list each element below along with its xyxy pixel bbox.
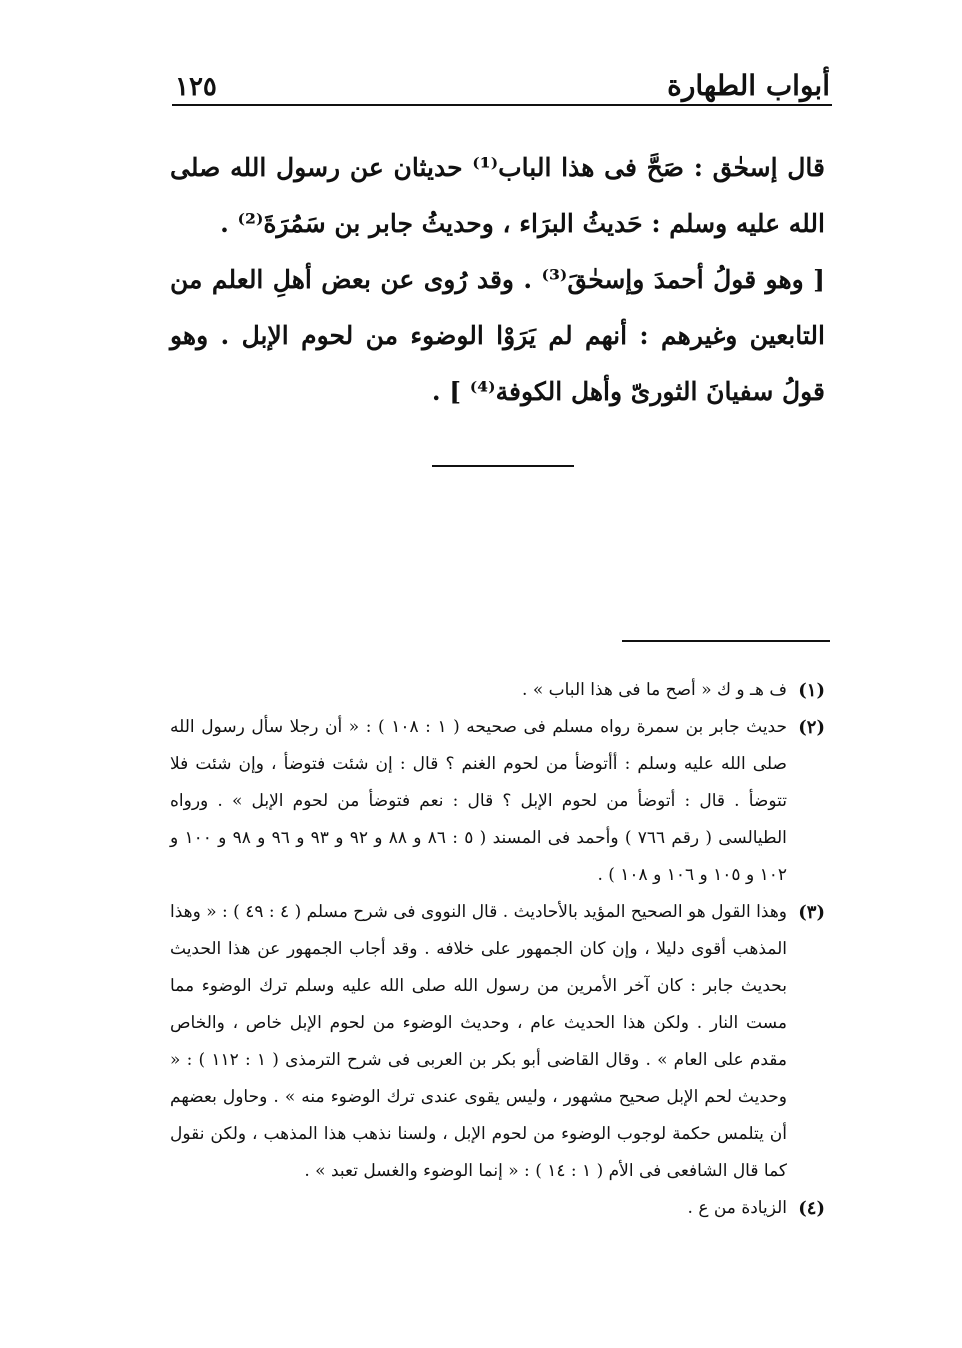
footnote-number: (٣) bbox=[798, 902, 825, 923]
footnote-4 bbox=[170, 1190, 825, 1227]
footnote-number: (١) bbox=[798, 680, 825, 701]
running-title: أبواب الطهارة bbox=[667, 69, 830, 102]
footnote-2 bbox=[170, 709, 825, 894]
footnote-3 bbox=[170, 894, 825, 1190]
footnote-text: الزيادة من ع . bbox=[687, 1198, 787, 1218]
footnote-number: (٢) bbox=[798, 717, 825, 738]
footnote-number: (٤) bbox=[798, 1198, 825, 1219]
page-number: ١٢٥ bbox=[175, 72, 217, 102]
main-text bbox=[170, 140, 825, 420]
footnote-1 bbox=[170, 672, 825, 709]
footnote-text: ف هـ و ك « أصح ما فى هذا الباب » . bbox=[522, 680, 787, 700]
main-paragraph-2: [ وهو قولُ أحمدَ وإسحٰقَ⁽³⁾ . وقد رُوى عن بعض أهلِ العلم من التابعين وغيرهم : أنهم لم يَرَوْا الوضوء من لحوم الإبل . وهو قولُ سفيانَ الثورىّ وأهل الكوفة⁽⁴⁾ ] . bbox=[170, 265, 825, 406]
main-paragraph-1: قال إسحٰق : صَحَّ فى هذا الباب⁽¹⁾ حديثان عن رسول الله صلى الله عليه وسلم : حَديثُ البرَاء ، وحديثُ جابر بن سَمُرَةَ⁽²⁾ . bbox=[170, 153, 825, 238]
footnote-divider bbox=[622, 640, 830, 642]
footnote-text: حديث جابر بن سمرة رواه مسلم فى صحيحه ( ١ : ١٠٨ ) : « أن رجلا سأل رسول الله صلى الله عليه وسلم : أأتوضأ من لحوم الغنم ؟ قال : إن شئت فتوضأ ، وإن شئت فلا تتوضأ . قال : أتوضأ من لحوم الإبل ؟ قال : نعم فتوضأ من لحوم الإبل » . ورواه الطيالسى ( رقم ٧٦٦ ) وأحمد فى المسند ( ٥ : ٨٦ و ٨٨ و ٩٢ و ٩٣ و ٩٦ و ٩٨ و ١٠٠ و ١٠٢ و ١٠٥ و ١٠٦ و ١٠٨ ) . bbox=[170, 717, 787, 885]
footnote-text: وهذا القول هو الصحيح المؤيد بالأحاديث . قال النووى فى شرح مسلم ( ٤ : ٤٩ ) : « وهذا المذهب أقوى دليلا ، وإن كان الجمهور على خلافه . وقد أجاب الجمهور عن هذا الحديث بحديث جابر : كان آخر الأمرين من رسول الله صلى الله عليه وسلم ترك الوضوء مما مست النار . ولكن هذا الحديث عام ، وحديث الوضوء من لحوم الإبل خاص ، والخاص مقدم على العام » . وقال القاضى أبو بكر بن العربى فى شرح الترمذى ( ١ : ١١٢ ) : « وحديث لحم الإبل صحيح مشهور ، وليس يقوى عندى ترك الوضوء منه » . وحاول بعضهم أن يتلمس حكمة لوجوب الوضوء من لحوم الإبل ، ولسنا نذهب هذا المذهب ، ولكن نقول كما قال الشافعى فى الأم ( ١ : ١٤ ) : « إنما الوضوء والغسل تعبد » . bbox=[170, 902, 787, 1181]
section-divider bbox=[432, 465, 574, 467]
page-header bbox=[175, 58, 830, 102]
header-rule bbox=[172, 104, 832, 106]
footnotes bbox=[170, 672, 825, 1227]
